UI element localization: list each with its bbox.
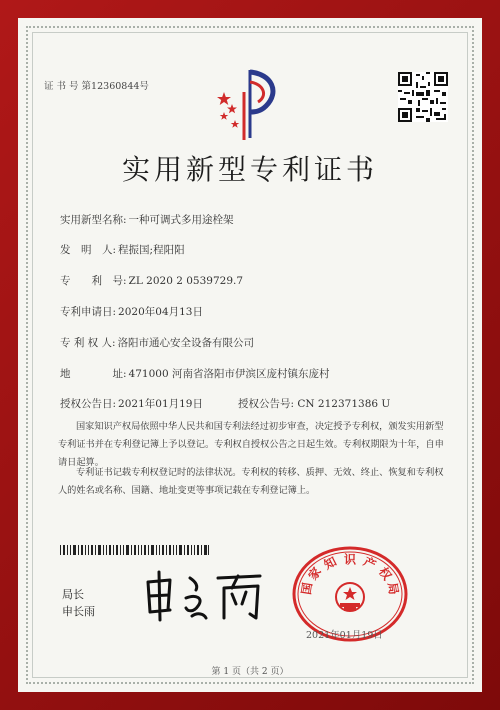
field-label: 专利申请日: <box>60 306 117 318</box>
field-value: 一种可调式多用途栓架 <box>128 214 234 226</box>
emblem-icon <box>336 583 364 611</box>
field-value: ZL 2020 2 0539729.7 <box>128 275 244 287</box>
field-label: 地 址: <box>60 368 127 380</box>
field-value: 2021年01月19日 <box>118 398 203 410</box>
field-grant-date <box>60 396 203 411</box>
field-label: 专 利 权 人: <box>60 337 116 349</box>
announcement-number: 授权公告号: CN 212371386 U <box>238 398 391 410</box>
field-label: 专 利 号: <box>60 275 127 287</box>
field-value: 程振国;程阳阳 <box>118 244 185 256</box>
field-address <box>60 366 329 381</box>
field-label: 发 明 人: <box>60 244 117 256</box>
director-signature <box>140 568 270 623</box>
field-value: 洛阳市通心安全设备有限公司 <box>117 337 255 349</box>
seal-character: 国 <box>299 581 315 596</box>
seal-character: 权 <box>376 564 395 583</box>
seal-date: 2021年01月19日 <box>306 630 383 641</box>
seal-character: 产 <box>361 554 379 573</box>
barcode-icon <box>60 545 210 555</box>
seal-character: 识 <box>343 552 357 567</box>
seal-character: 家 <box>305 564 324 583</box>
field-patentee <box>60 335 254 350</box>
director-title: 局长 <box>62 588 84 601</box>
director-name: 申长雨 <box>62 605 95 618</box>
paragraph-legal-status: 专利证书记载专利权登记时的法律状况。专利权的转移、质押、无效、终止、恢复和专利权人的姓名或名称、国籍、地址变更等事项记载在专利登记簿上。 <box>58 467 444 496</box>
field-value: 2020年04月13日 <box>118 306 203 318</box>
field-utility-model-name <box>60 212 234 227</box>
certificate-number: 证 书 号 第12360844号 <box>44 81 149 92</box>
seal-character: 知 <box>321 554 339 573</box>
field-patent-number <box>60 273 243 288</box>
paragraph-grant: 国家知识产权局依照中华人民共和国专利法经过初步审查，决定授予专利权，颁发实用新型专利证书并在专利登记簿上予以登记。专利权自授权公告之日起生效。专利权期限为十年，自申请日起算。 <box>58 421 444 468</box>
field-label: 实用新型名称: <box>60 214 127 226</box>
field-application-date <box>60 304 203 319</box>
field-label: 授权公告日: <box>60 398 117 410</box>
qr-code-icon <box>398 72 448 122</box>
page-number: 第 1 页（共 2 页） <box>211 667 289 677</box>
patent-emblem-icon <box>210 62 290 142</box>
certificate-title: 实用新型专利证书 <box>121 153 378 186</box>
field-value: 471000 河南省洛阳市伊滨区庞村镇东庞村 <box>128 368 330 380</box>
field-inventor <box>60 242 185 257</box>
seal-character: 局 <box>385 581 401 596</box>
